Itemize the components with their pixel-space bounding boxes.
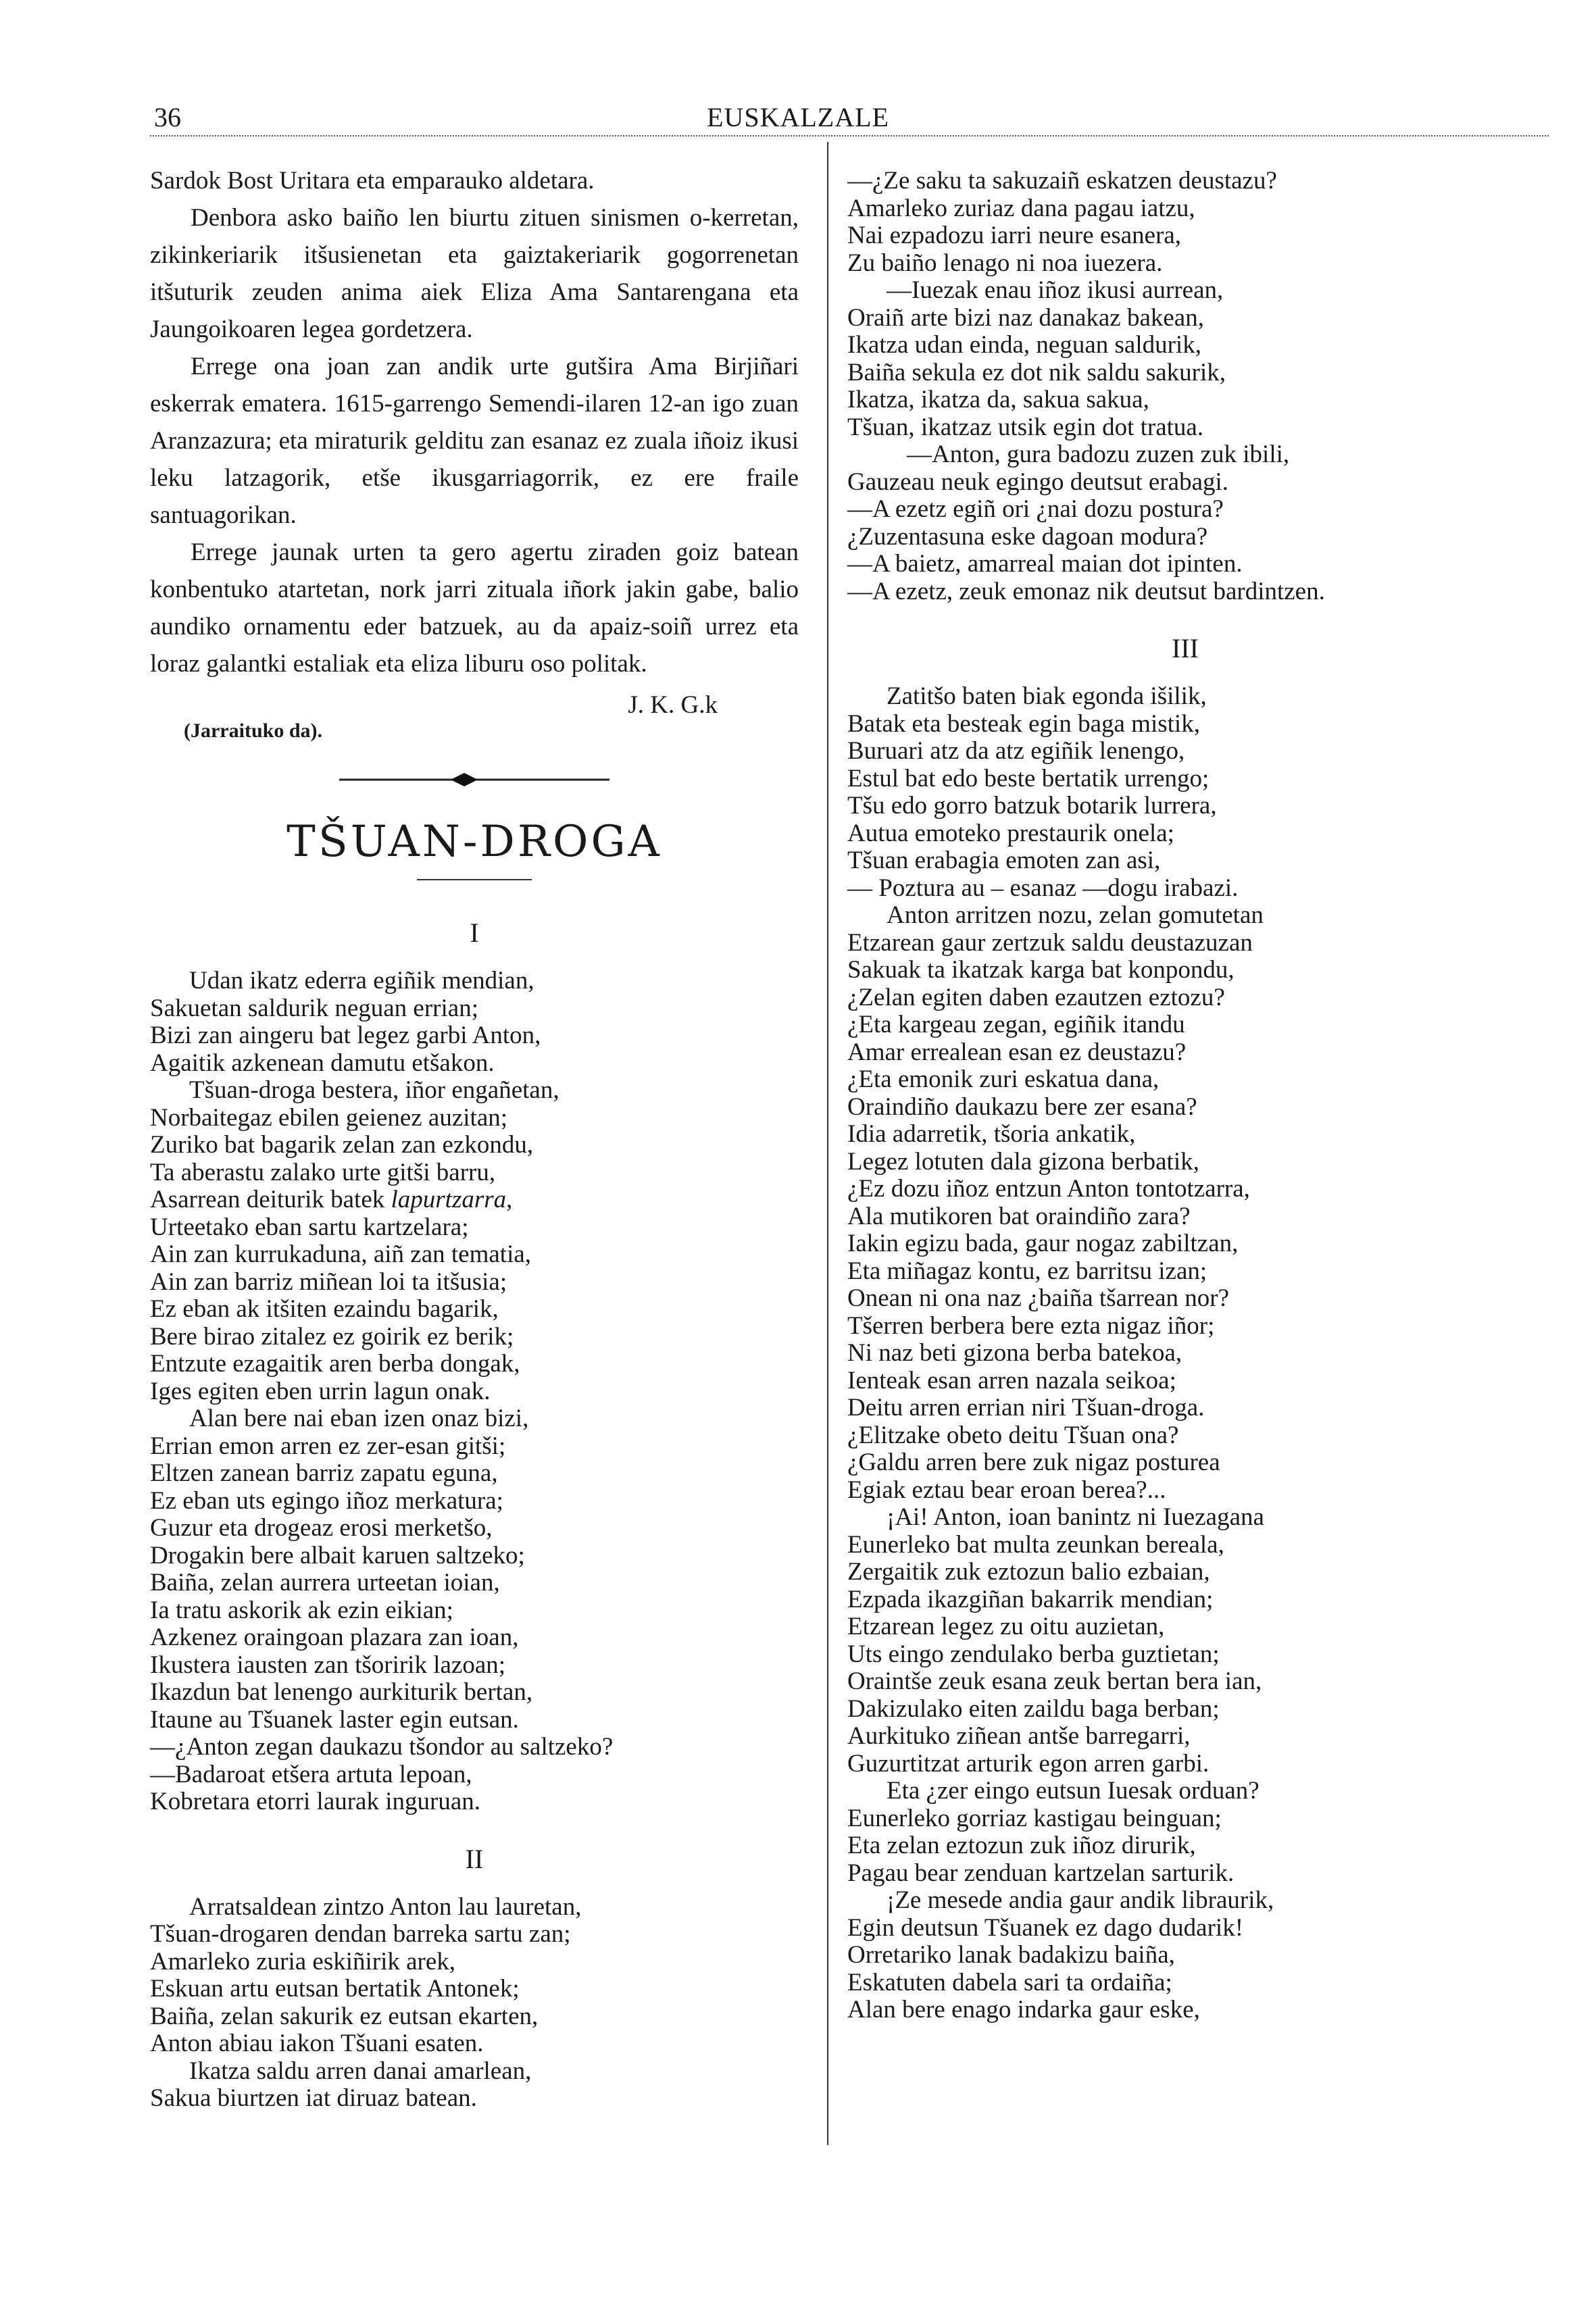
verse-text: ¡Ze mesede andia gaur andik librаurik, bbox=[887, 1886, 1274, 1914]
verse-text: Eta ¿zer eingo eutsun Iuesak orduan? bbox=[887, 1777, 1260, 1805]
verse-text: —Anton, gura badozu zuzen zuk ibili, bbox=[907, 441, 1290, 468]
article-prose bbox=[150, 162, 799, 682]
prose-paragraph: Errege ona joan zan andik urte gutšira Ama Birjiñari eskerrak ematera. 1615-garrengo Semendi-ilaren 12-an igo zuan Aranzazura; eta miraturik gelditu zan esanaz ez zuala iñoiz ikusi leku latzagorik, etše ikusgarriagorrik, ez ere fraile santuagorikan. bbox=[150, 353, 799, 529]
verse-text: Etzarean legez zu oitu auzietan, bbox=[847, 1613, 1165, 1640]
verse-text: Pagau bear zenduan kartzelan sarturik. bbox=[847, 1859, 1235, 1887]
verse-text: Kobretara etorri laurak inguruan. bbox=[150, 1788, 481, 1815]
verse-line bbox=[150, 1241, 799, 1269]
verse-text: ¿Zuzentasuna eske dagoan modura? bbox=[847, 522, 1208, 551]
verse-text: Idia adarretik, tšoria ankatik, bbox=[847, 1120, 1136, 1148]
verse-text: Ez eban ak itšiten ezaindu bagarik, bbox=[150, 1295, 499, 1323]
verse-text: Eunerleko gorriaz kastigau beinguan; bbox=[847, 1804, 1222, 1832]
verse-text: Entzute ezagaitik aren berba dongak, bbox=[150, 1350, 520, 1378]
verse-line bbox=[847, 984, 1523, 1012]
verse-line bbox=[150, 1132, 799, 1159]
verse-line bbox=[150, 1894, 799, 1921]
verse-text: Uts eingo zendulako berba guztietan; bbox=[847, 1640, 1220, 1668]
verse-text: Eta miñagaz kontu, ez barritsu izan; bbox=[847, 1257, 1207, 1285]
verse-line bbox=[847, 1313, 1523, 1340]
verse-text: Ain zan barriz miñean loi ta itšusia; bbox=[150, 1267, 507, 1296]
verse-text: Etzarean gaur zertzuk saldu deustazuzan bbox=[847, 928, 1253, 957]
continuation-note: (Jarraituko da). bbox=[184, 720, 322, 742]
verse-line bbox=[847, 1394, 1523, 1422]
verse-line bbox=[847, 524, 1523, 551]
verse-text: Nai ezpadozu iarri neure esanera, bbox=[847, 222, 1182, 249]
verse-text: Gauzeau neuk egingo deutsut erabagi. bbox=[847, 468, 1229, 496]
verse-section-1 bbox=[150, 967, 799, 1816]
verse-line bbox=[847, 195, 1523, 223]
verse-line bbox=[150, 995, 799, 1023]
verse-line bbox=[150, 1186, 799, 1214]
verse-line bbox=[150, 1542, 799, 1570]
verse-text: Tšuan-drogaren dendan barreka sartu zan; bbox=[150, 1920, 571, 1948]
verse-line bbox=[150, 1050, 799, 1078]
verse-line bbox=[847, 957, 1523, 984]
verse-text: Ez eban uts egingo iñoz merkatura; bbox=[150, 1486, 503, 1515]
verse-text: Tšuan erabagia emoten zan asi, bbox=[847, 847, 1161, 874]
verse-text: Autua emoteko prestaurik onela; bbox=[847, 819, 1174, 847]
verse-line bbox=[150, 1077, 799, 1105]
verse-text: Arratsaldean zintzo Anton lau lauretan, bbox=[189, 1892, 582, 1921]
verse-text: Egin deutsun Tšuanek ez dago dudarik! bbox=[847, 1913, 1244, 1942]
verse-text: Errian emon arren ez zer-esan gitši; bbox=[150, 1432, 506, 1460]
verse-line bbox=[847, 1121, 1523, 1149]
verse-text: Dakizulako eiten zaildu baga berban; bbox=[847, 1694, 1220, 1723]
verse-line bbox=[847, 578, 1523, 606]
verse-text: Sakuetan saldurik neguan errian; bbox=[150, 994, 478, 1022]
verse-line bbox=[847, 469, 1523, 497]
verse-text: Tšuan-droga bestera, iñor engañetan, bbox=[189, 1076, 559, 1104]
verse-line bbox=[847, 875, 1523, 903]
verse-line bbox=[847, 1039, 1523, 1067]
italic-word: lapurtzarra bbox=[391, 1186, 507, 1213]
verse-text: Anton abiau iakon Tšuani esaten. bbox=[150, 2030, 484, 2057]
verse-text: Egiak eztau bear eroan berea?... bbox=[847, 1476, 1166, 1504]
verse-line bbox=[847, 386, 1523, 414]
verse-text: Aurkituko ziñean antše barregarri, bbox=[847, 1722, 1191, 1750]
verse-text: Eltzen zanean barriz zapatu eguna, bbox=[150, 1459, 498, 1487]
verse-text: Baiña, zelan sakurik ez eutsan ekarten, bbox=[150, 2002, 539, 2030]
verse-text: Azkenez oraingoan plazara zan ioan, bbox=[150, 1624, 519, 1651]
verse-text: Iges egiten eben urrin lagun onak. bbox=[150, 1377, 491, 1405]
verse-line bbox=[150, 1515, 799, 1542]
verse-line bbox=[150, 1159, 799, 1187]
verse-line bbox=[847, 359, 1523, 387]
verse-line bbox=[150, 1022, 799, 1050]
verse-line bbox=[847, 1613, 1523, 1641]
verse-line bbox=[847, 277, 1523, 305]
verse-line bbox=[150, 1976, 799, 2003]
verse-text: Udan ikatz ederra egiñik mendian, bbox=[189, 967, 534, 995]
prose-paragraph: Denbora asko baiño len biurtu zituen sinismen o-kerretan, zikinkeriarik itšusienetan eta gaiztakeriarik gogorrenetan itšuturik zeuden anima aiek Eliza Ama Santarengana eta Jaungoikoaren legea gordetzera. bbox=[150, 204, 799, 343]
verse-text: Batak eta besteak egin baga mistik, bbox=[847, 709, 1200, 738]
verse-text: Urteetako eban sartu kartzelara; bbox=[150, 1213, 469, 1241]
verse-line bbox=[150, 1488, 799, 1515]
verse-line bbox=[847, 1258, 1523, 1286]
verse-text: Ikatza udan einda, neguan saldurik, bbox=[847, 331, 1201, 359]
verse-line bbox=[847, 1532, 1523, 1559]
verse-text: Deitu arren errian niri Tšuan-droga. bbox=[847, 1394, 1205, 1422]
verse-line bbox=[150, 1652, 799, 1680]
verse-text: Zu baiño lenago ni noa iuezera. bbox=[847, 249, 1163, 277]
verse-line bbox=[150, 967, 799, 995]
verse-line bbox=[847, 1340, 1523, 1367]
verse-line bbox=[847, 496, 1523, 524]
verse-text: Amar errealean esan ez deustazu? bbox=[847, 1038, 1187, 1066]
verse-text: —A ezetz egiñ ori ¿nai dozu postura? bbox=[847, 495, 1224, 523]
verse-section-2-continued bbox=[847, 168, 1523, 605]
verse-line bbox=[847, 1203, 1523, 1231]
ornamental-divider bbox=[339, 770, 609, 790]
verse-line bbox=[847, 1149, 1523, 1176]
verse-line bbox=[847, 1559, 1523, 1586]
verse-line bbox=[847, 1723, 1523, 1751]
verse-section-2 bbox=[150, 1894, 799, 2113]
verse-text: Oraintše zeuk esana zeuk bertan bera ian, bbox=[847, 1667, 1262, 1695]
verse-text: —Badaroat etšera artuta lepoan, bbox=[150, 1760, 472, 1788]
verse-text: Legez lotuten dala gizona berbatik, bbox=[847, 1147, 1199, 1176]
verse-line bbox=[150, 1734, 799, 1761]
verse-line bbox=[847, 1230, 1523, 1258]
verse-text: Ikustera iausten zan tšoririk lazoan; bbox=[150, 1651, 506, 1679]
verse-text: Guzur eta drogeaz erosi merketšo, bbox=[150, 1514, 493, 1542]
verse-line bbox=[150, 1378, 799, 1406]
verse-line bbox=[150, 1788, 799, 1816]
verse-text: Agaitik azkenean damutu etšakon. bbox=[150, 1049, 495, 1077]
verse-line bbox=[150, 1296, 799, 1324]
verse-text: Ikazdun bat lenengo aurkiturik bertan, bbox=[150, 1678, 533, 1706]
verse-line bbox=[847, 1066, 1523, 1094]
verse-text: Zuriko bat bagarik zelan zan ezkondu, bbox=[150, 1131, 534, 1159]
verse-text: Guzurtitzat arturik egon arren garbi. bbox=[847, 1749, 1210, 1778]
author-signature: J. K. G.k bbox=[628, 691, 718, 719]
verse-text: Bere birao zitalez ez goirik ez berik; bbox=[150, 1322, 514, 1351]
verse-line bbox=[150, 2085, 799, 2113]
verse-line bbox=[847, 441, 1523, 469]
verse-line bbox=[847, 1696, 1523, 1724]
verse-text: —Iuezak enau iñoz ikusi aurrean, bbox=[887, 276, 1224, 304]
verse-line bbox=[847, 250, 1523, 278]
verse-text: Ala mutikoren bat oraindiño zara? bbox=[847, 1202, 1191, 1230]
verse-text: ¿Galdu arren bere zuk nigaz posturea bbox=[847, 1449, 1220, 1476]
verse-line bbox=[847, 1832, 1523, 1860]
verse-text: Norbaitegaz ebilen geienez auzitan; bbox=[150, 1103, 508, 1132]
verse-line bbox=[150, 1679, 799, 1707]
verse-text: Drogakin bere albait karuen saltzeko; bbox=[150, 1541, 525, 1569]
verse-text: —A ezetz, zeuk emonaz nik deutsut bardintzen. bbox=[847, 577, 1325, 605]
left-column bbox=[150, 162, 799, 2113]
verse-text: Amarleko zuriaz dana pagau iatzu, bbox=[847, 194, 1195, 222]
verse-text: Ni naz beti gizona berba batekoa, bbox=[847, 1339, 1182, 1367]
verse-text: Zergaitik zuk eztozun balio ezbaian, bbox=[847, 1558, 1210, 1586]
verse-line bbox=[847, 1477, 1523, 1505]
verse-line bbox=[150, 1761, 799, 1789]
verse-line bbox=[847, 1751, 1523, 1778]
verse-line bbox=[847, 1668, 1523, 1696]
verse-line bbox=[847, 1367, 1523, 1395]
verse-text: Ezpada ikazgiñan bakarrik mendian; bbox=[847, 1585, 1214, 1613]
verse-text: Ain zan kurrukaduna, aiñ zan tematia, bbox=[150, 1240, 532, 1268]
verse-text: ¿Eta emonik zuri eskatua dana, bbox=[847, 1065, 1159, 1093]
verse-line bbox=[150, 1569, 799, 1597]
verse-line bbox=[150, 1460, 799, 1488]
verse-text: Estul bat edo beste bertatik urrengo; bbox=[847, 764, 1210, 793]
verse-text: Sakua biurtzen iat diruaz batean. bbox=[150, 2084, 477, 2112]
verse-line bbox=[847, 305, 1523, 332]
verse-text: Ia tratu askorik ak ezin eikian; bbox=[150, 1596, 453, 1624]
verse-line bbox=[150, 1597, 799, 1625]
verse-text: Baiña sekula ez dot nik saldu sakurik, bbox=[847, 358, 1226, 386]
verse-text: Orretariko lanak badakizu baiña, bbox=[847, 1941, 1175, 1969]
verse-line bbox=[150, 2030, 799, 2058]
verse-section-3 bbox=[847, 683, 1523, 2024]
verse-text: Tšu edo gorro batzuk botarik lurrera, bbox=[847, 792, 1217, 820]
verse-text: Alan bere nai eban izen onaz bizi, bbox=[189, 1405, 529, 1432]
verse-line bbox=[847, 820, 1523, 848]
verse-line bbox=[150, 1433, 799, 1461]
verse-text: Ta aberastu zalako urte gitši barru, bbox=[150, 1158, 496, 1186]
verse-line bbox=[847, 1094, 1523, 1122]
verse-line bbox=[150, 2003, 799, 2031]
verse-text: —¿Anton zegan daukazu tšondor au saltzeko? bbox=[150, 1733, 614, 1761]
verse-line bbox=[847, 332, 1523, 359]
verse-text: ¿Elitzake obeto deitu Tšuan ona? bbox=[847, 1421, 1179, 1449]
verse-line bbox=[150, 1948, 799, 1976]
verse-line bbox=[847, 222, 1523, 250]
verse-text: Ikatza, ikatza da, sakua sakua, bbox=[847, 386, 1149, 413]
verse-line bbox=[847, 765, 1523, 793]
verse-line bbox=[847, 1996, 1523, 2024]
verse-line bbox=[847, 1504, 1523, 1532]
verse-text: — Poztura au – esanaz —dogu irabazi. bbox=[847, 874, 1239, 902]
verse-text: Alan bere enago indarka gaur eske, bbox=[847, 1996, 1200, 2023]
verse-text: Tšerren berbera bere ezta nigaz iñor; bbox=[847, 1311, 1215, 1340]
verse-text: Ikatza saldu arren danai amarlean, bbox=[189, 2057, 532, 2085]
verse-line bbox=[847, 1915, 1523, 1942]
prose-paragraph: Sardok Bost Uritara eta emparauko aldetara. bbox=[150, 167, 595, 195]
verse-line bbox=[847, 711, 1523, 738]
verse-line bbox=[847, 1969, 1523, 1997]
verse-text: Asarrean deiturik batek bbox=[150, 1186, 391, 1213]
verse-text: Eunerleko bat multa zeunkan bereala, bbox=[847, 1530, 1224, 1559]
running-title: EUSKALZALE bbox=[707, 102, 889, 132]
verse-text: Eskatuten dabela sari ta ordaiña; bbox=[847, 1968, 1172, 1996]
verse-line bbox=[847, 1422, 1523, 1450]
verse-line bbox=[847, 1011, 1523, 1039]
verse-line bbox=[150, 1324, 799, 1351]
verse-line bbox=[847, 168, 1523, 195]
verse-line bbox=[847, 1285, 1523, 1313]
verse-text: Onean ni ona naz ¿baiña tšarrean nor? bbox=[847, 1284, 1229, 1312]
header-rule bbox=[150, 135, 1549, 136]
verse-line bbox=[847, 847, 1523, 875]
section-numeral-1: I bbox=[470, 917, 479, 948]
verse-line bbox=[150, 1624, 799, 1652]
verse-line bbox=[150, 1707, 799, 1734]
poem-title: TŠUAN-DROGA bbox=[286, 817, 662, 867]
verse-text: Iakin egizu bada, gaur nogaz zabiltzan, bbox=[847, 1230, 1239, 1257]
section-numeral-2: II bbox=[465, 1843, 484, 1874]
verse-text: Eskuan artu eutsan bertatik Antonek; bbox=[150, 1975, 520, 2003]
verse-line bbox=[150, 1921, 799, 1948]
verse-text: —A baietz, amarreal maian dot ipinten. bbox=[847, 550, 1243, 578]
verse-text: Bizi zan aingeru bat legez garbi Anton, bbox=[150, 1022, 541, 1049]
page-number: 36 bbox=[154, 102, 181, 132]
verse-line bbox=[847, 1942, 1523, 1969]
verse-punctuation: , bbox=[506, 1186, 513, 1213]
verse-line bbox=[847, 414, 1523, 442]
verse-line bbox=[847, 930, 1523, 957]
section-numeral-3: III bbox=[1172, 633, 1199, 663]
verse-line bbox=[847, 1586, 1523, 1614]
verse-line bbox=[847, 1449, 1523, 1477]
verse-line bbox=[150, 1269, 799, 1297]
verse-line bbox=[150, 2058, 799, 2086]
verse-line bbox=[847, 1887, 1523, 1915]
column-divider bbox=[827, 142, 828, 2145]
verse-text: —¿Ze saku ta sakuzaiñ eskatzen deustazu? bbox=[847, 167, 1277, 195]
verse-text: Itaune au Tšuanek laster egin eutsan. bbox=[150, 1705, 519, 1734]
verse-text: ¡Ai! Anton, ioan banintz ni Iuezagana bbox=[887, 1503, 1264, 1531]
verse-line bbox=[150, 1214, 799, 1242]
verse-text: Baiña, zelan aurrera urteetan ioian, bbox=[150, 1569, 500, 1596]
verse-text: ¿Zelan egiten daben ezautzen eztozu? bbox=[847, 983, 1225, 1011]
verse-line bbox=[847, 738, 1523, 765]
right-column bbox=[847, 162, 1523, 2024]
verse-line bbox=[847, 1860, 1523, 1888]
verse-text: Oraindiño daukazu bere zer esana? bbox=[847, 1092, 1197, 1121]
verse-line bbox=[847, 1176, 1523, 1203]
prose-paragraph: Errege jaunak urten ta gero agertu ziraden goiz batean konbentuko atartetan, nork jarri zituala iñork jakin gabe, balio aundiko ornamentu eder batzuek, au da apaiz-soiñ urrez eta loraz galantki estaliak eta eliza liburu oso politak. bbox=[150, 538, 799, 678]
verse-line bbox=[150, 1105, 799, 1132]
verse-line bbox=[847, 1805, 1523, 1833]
verse-text: Oraiñ arte bizi naz danakaz bakean, bbox=[847, 303, 1204, 332]
verse-line bbox=[847, 683, 1523, 711]
title-underline bbox=[417, 879, 532, 880]
verse-text: Sakuak ta ikatzak karga bat konpondu, bbox=[847, 956, 1235, 984]
verse-text: Amarleko zuria eskiñirik arek, bbox=[150, 1947, 456, 1976]
verse-line bbox=[847, 1778, 1523, 1805]
verse-line bbox=[847, 551, 1523, 578]
verse-text: ¿Eta kargeau zegan, egiñik itandu bbox=[847, 1011, 1185, 1038]
verse-text: ¿Ez dozu iñoz entzun Anton tontotzarra, bbox=[847, 1175, 1250, 1203]
verse-line bbox=[150, 1405, 799, 1433]
verse-line bbox=[847, 1641, 1523, 1669]
verse-text: Eta zelan eztozun zuk iñoz dirurik, bbox=[847, 1832, 1196, 1859]
verse-line bbox=[150, 1351, 799, 1378]
verse-text: Zatitšo baten biak egonda išilik, bbox=[887, 682, 1207, 710]
verse-text: Tšuan, ikatzaz utsik egin dot tratua. bbox=[847, 413, 1204, 441]
verse-text: Anton arritzen nozu, zelan gomutetan bbox=[887, 901, 1264, 929]
verse-line bbox=[847, 902, 1523, 930]
verse-text: Buruari atz da atz egiñik lenengo, bbox=[847, 737, 1185, 765]
verse-line bbox=[847, 793, 1523, 820]
verse-text: Ienteak esan arren nazala seikoa; bbox=[847, 1366, 1176, 1394]
